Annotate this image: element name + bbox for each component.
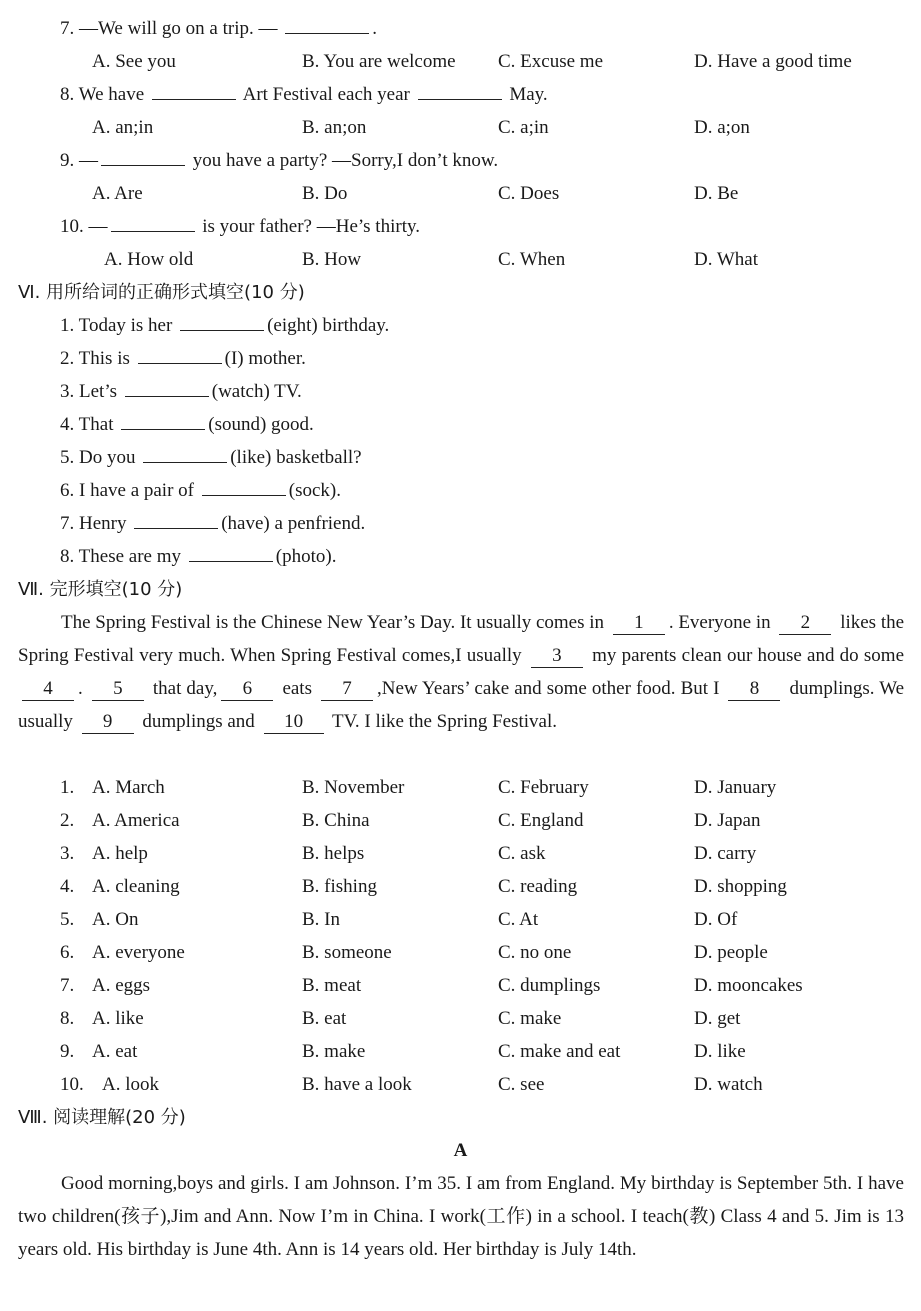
item-number: 7. [60, 513, 75, 534]
fill-item-1 [60, 309, 389, 342]
item-number: 6. [60, 480, 75, 501]
cloze-option-c[interactable]: C. February [498, 777, 589, 798]
cloze-option-c[interactable]: C. make [498, 1008, 562, 1029]
item-text: Do you [79, 447, 136, 468]
cloze-option-a[interactable]: A. On [92, 909, 139, 930]
option-a[interactable]: A. See you [92, 51, 176, 72]
item-text: (watch) TV. [211, 381, 302, 402]
cloze-option-a[interactable]: A. look [102, 1074, 159, 1095]
cloze-option-b[interactable]: B. November [302, 777, 405, 798]
item-text: (photo). [275, 546, 337, 567]
option-c[interactable]: C. Excuse me [498, 51, 604, 72]
question-text: — [88, 216, 108, 237]
cloze-question-number: 3. [60, 843, 75, 864]
cloze-blank-8[interactable]: 8 [728, 678, 780, 701]
cloze-option-d[interactable]: D. watch [694, 1074, 763, 1095]
fill-item-4 [60, 408, 314, 441]
section-8-heading: Ⅷ. 阅读理解(20 分) [18, 1107, 186, 1128]
cloze-option-d[interactable]: D. Japan [694, 810, 761, 831]
option-b[interactable]: B. How [302, 249, 362, 270]
item-number: 2. [60, 348, 75, 369]
cloze-option-d[interactable]: D. shopping [694, 876, 787, 897]
cloze-option-b[interactable]: B. China [302, 810, 370, 831]
cloze-blank-4[interactable]: 4 [22, 678, 74, 701]
cloze-option-b[interactable]: B. have a look [302, 1074, 412, 1095]
item-text: (sock). [288, 480, 341, 501]
answer-blank[interactable] [152, 79, 236, 100]
cloze-option-a[interactable]: A. eggs [92, 975, 151, 996]
cloze-option-b[interactable]: B. meat [302, 975, 362, 996]
fill-item-2 [60, 342, 306, 375]
question-text: you have a party? —Sorry,I don’t know. [192, 150, 499, 171]
item-text: That [78, 414, 114, 435]
cloze-option-d[interactable]: D. mooncakes [694, 975, 803, 996]
cloze-option-b[interactable]: B. someone [302, 942, 392, 963]
item-text: Today is her [78, 315, 173, 336]
cloze-blank-3[interactable]: 3 [531, 645, 583, 668]
passage-text: that day, [152, 678, 218, 699]
answer-blank[interactable] [418, 79, 502, 100]
cloze-blank-10[interactable]: 10 [264, 711, 324, 734]
passage-text: eats [282, 678, 312, 699]
fill-item-7 [60, 507, 365, 540]
answer-blank[interactable] [285, 13, 369, 34]
answer-blank[interactable] [111, 211, 195, 232]
cloze-option-a[interactable]: A. help [92, 843, 148, 864]
cloze-option-d[interactable]: D. January [694, 777, 777, 798]
cloze-question-number: 9. [60, 1041, 75, 1062]
cloze-option-c[interactable]: C. see [498, 1074, 545, 1095]
passage-text: my parents clean our house and do some [592, 645, 905, 666]
cloze-option-c[interactable]: C. no one [498, 942, 572, 963]
question-text: is your father? —He’s thirty. [202, 216, 420, 237]
cloze-question-number: 5. [60, 909, 75, 930]
question-10 [60, 210, 420, 243]
cloze-option-c[interactable]: C. ask [498, 843, 546, 864]
question-7 [60, 12, 377, 45]
passage-text: TV. I like the Spring Festival. [331, 711, 557, 732]
option-c[interactable]: C. a;in [498, 117, 549, 138]
question-text: May. [509, 84, 548, 105]
passage-text: dumplings. We usually [18, 678, 905, 732]
passage-text: ,New Years’ cake and some other food. But I [377, 678, 720, 699]
question-text: . [372, 18, 377, 39]
option-d[interactable]: D. a;on [694, 117, 750, 138]
item-text: (like) basketball? [230, 447, 362, 468]
passage-subtitle: A [453, 1140, 468, 1161]
cloze-option-c[interactable]: C. make and eat [498, 1041, 621, 1062]
item-text: (have) a penfriend. [221, 513, 366, 534]
item-text: These are my [78, 546, 182, 567]
section-6-heading: Ⅵ. 用所给词的正确形式填空(10 分) [18, 282, 305, 303]
cloze-option-c[interactable]: C. reading [498, 876, 578, 897]
cloze-option-c[interactable]: C. dumplings [498, 975, 601, 996]
cloze-blank-5[interactable]: 5 [92, 678, 144, 701]
cloze-option-d[interactable]: D. like [694, 1041, 746, 1062]
fill-item-3 [60, 375, 302, 408]
option-a[interactable]: A. How old [104, 249, 194, 270]
cloze-option-a[interactable]: A. cleaning [92, 876, 180, 897]
item-text: (eight) birthday. [267, 315, 390, 336]
passage-text: . [78, 678, 83, 699]
answer-blank[interactable] [202, 475, 286, 496]
cloze-option-c[interactable]: C. England [498, 810, 584, 831]
cloze-option-a[interactable]: A. America [92, 810, 180, 831]
cloze-blank-7[interactable]: 7 [321, 678, 373, 701]
cloze-option-d[interactable]: D. get [694, 1008, 741, 1029]
cloze-option-b[interactable]: B. helps [302, 843, 365, 864]
reading-passage: Good morning,boys and girls. I am Johnson. I’m 35. I am from England. My birthday is September 5th. I have two children(孩子),Jim and Ann. Now I’m in China. I work(工作) in a school. I teach(教) Class 4 and 5. Jim is 13 years old. His birthday is June 4th. Ann is 14 years old. Her birthday is July 14th. [18, 1173, 904, 1260]
cloze-blank-6[interactable]: 6 [221, 678, 273, 701]
cloze-question-number: 10. [60, 1074, 84, 1095]
cloze-option-d[interactable]: D. Of [694, 909, 738, 930]
cloze-question-number: 4. [60, 876, 75, 897]
cloze-option-b[interactable]: B. eat [302, 1008, 347, 1029]
passage-text: The Spring Festival is the Chinese New Year’s Day. It usually comes in [61, 612, 605, 633]
cloze-option-c[interactable]: C. At [498, 909, 539, 930]
item-number: 4. [60, 414, 75, 435]
cloze-option-a[interactable]: A. like [92, 1008, 144, 1029]
item-text: Henry [79, 513, 127, 534]
answer-blank[interactable] [125, 376, 209, 397]
fill-item-5 [60, 441, 362, 474]
option-c[interactable]: C. Does [498, 183, 560, 204]
answer-blank[interactable] [121, 409, 205, 430]
option-d[interactable]: D. Be [694, 183, 739, 204]
answer-blank[interactable] [143, 442, 227, 463]
option-a[interactable]: A. an;in [92, 117, 154, 138]
cloze-option-b[interactable]: B. make [302, 1041, 366, 1062]
question-number: 8. [60, 84, 75, 105]
cloze-option-a[interactable]: A. eat [92, 1041, 138, 1062]
question-9 [60, 144, 498, 177]
cloze-option-b[interactable]: B. fishing [302, 876, 377, 897]
cloze-question-number: 2. [60, 810, 75, 831]
cloze-question-number: 6. [60, 942, 75, 963]
item-number: 3. [60, 381, 75, 402]
passage-text: . Everyone in [668, 612, 771, 633]
cloze-option-d[interactable]: D. people [694, 942, 768, 963]
answer-blank[interactable] [180, 310, 264, 331]
question-text: —We will go on a trip. — [79, 18, 278, 39]
fill-item-8 [60, 540, 336, 573]
item-number: 8. [60, 546, 75, 567]
cloze-option-d[interactable]: D. carry [694, 843, 757, 864]
answer-blank[interactable] [189, 541, 273, 562]
question-8 [60, 78, 548, 111]
fill-item-6 [60, 474, 341, 507]
option-d[interactable]: D. What [694, 249, 759, 270]
option-b[interactable]: B. an;on [302, 117, 367, 138]
option-a[interactable]: A. Are [92, 183, 143, 204]
cloze-blank-1[interactable]: 1 [613, 612, 665, 635]
item-number: 5. [60, 447, 75, 468]
item-number: 1. [60, 315, 75, 336]
cloze-blank-9[interactable]: 9 [82, 711, 134, 734]
cloze-passage [18, 606, 904, 738]
option-c[interactable]: C. When [498, 249, 566, 270]
answer-blank[interactable] [134, 508, 218, 529]
cloze-question-number: 1. [60, 777, 75, 798]
item-text: Let’s [79, 381, 117, 402]
item-text: (sound) good. [208, 414, 314, 435]
question-number: 9. [60, 150, 75, 171]
question-text: — [79, 150, 98, 171]
option-b[interactable]: B. You are welcome [302, 51, 456, 72]
question-text: We have [78, 84, 145, 105]
cloze-option-b[interactable]: B. In [302, 909, 340, 930]
option-d[interactable]: D. Have a good time [694, 51, 852, 72]
answer-blank[interactable] [101, 145, 185, 166]
question-text: Art Festival each year [242, 84, 410, 105]
passage-text: likes the Spring Festival very much. When Spring Festival comes,I usually [18, 612, 905, 666]
item-text: (I) mother. [224, 348, 306, 369]
cloze-question-number: 7. [60, 975, 75, 996]
cloze-option-a[interactable]: A. March [92, 777, 165, 798]
answer-blank[interactable] [138, 343, 222, 364]
cloze-option-a[interactable]: A. everyone [92, 942, 185, 963]
item-text: This is [78, 348, 130, 369]
passage-text: dumplings and [142, 711, 255, 732]
item-text: I have a pair of [79, 480, 194, 501]
question-number: 10. [60, 216, 84, 237]
option-b[interactable]: B. Do [302, 183, 348, 204]
section-7-heading: Ⅶ. 完形填空(10 分) [18, 579, 183, 600]
cloze-question-number: 8. [60, 1008, 75, 1029]
question-number: 7. [60, 18, 75, 39]
cloze-blank-2[interactable]: 2 [779, 612, 831, 635]
